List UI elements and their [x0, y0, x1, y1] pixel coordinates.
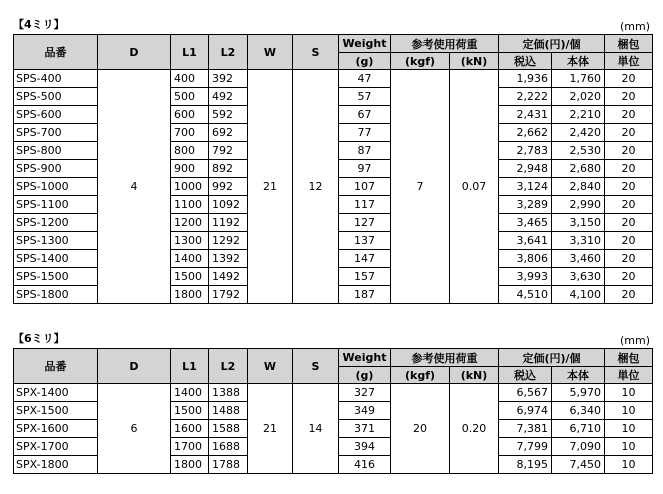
header-load: 参考使用荷重	[391, 349, 499, 367]
header-weight: Weight	[339, 35, 391, 53]
cell-weight: 87	[339, 142, 391, 160]
cell-l2: 1792	[209, 286, 248, 304]
cell-weight: 147	[339, 250, 391, 268]
unit-label: (mm)	[619, 20, 650, 33]
cell-code: SPX-1800	[14, 456, 98, 474]
cell-d: 4	[98, 70, 171, 304]
header-pack: 梱包	[605, 35, 653, 53]
cell-l1: 1500	[171, 268, 209, 286]
cell-price-base: 3,460	[552, 250, 605, 268]
cell-l1: 1200	[171, 214, 209, 232]
cell-price-tax: 1,936	[499, 70, 552, 88]
cell-pack: 20	[605, 70, 653, 88]
cell-l2: 1488	[209, 402, 248, 420]
cell-code: SPS-1000	[14, 178, 98, 196]
table-row	[14, 384, 653, 402]
cell-l2: 1392	[209, 250, 248, 268]
cell-code: SPS-1800	[14, 286, 98, 304]
cell-weight: 107	[339, 178, 391, 196]
cell-price-tax: 2,662	[499, 124, 552, 142]
cell-l2: 1388	[209, 384, 248, 402]
header-price-tax: 税込	[499, 367, 552, 384]
cell-pack: 20	[605, 250, 653, 268]
header-pack-unit: 単位	[605, 53, 653, 70]
header-w: W	[248, 349, 293, 384]
cell-l1: 1400	[171, 384, 209, 402]
cell-load-kn: 0.20	[450, 384, 499, 474]
cell-price-base: 2,840	[552, 178, 605, 196]
cell-weight: 371	[339, 420, 391, 438]
header-code: 品番	[14, 349, 98, 384]
cell-l1: 900	[171, 160, 209, 178]
cell-l1: 1300	[171, 232, 209, 250]
unit-label: (mm)	[619, 334, 650, 347]
header-load-kgf: (kgf)	[391, 53, 450, 70]
cell-price-tax: 2,783	[499, 142, 552, 160]
cell-price-tax: 6,567	[499, 384, 552, 402]
cell-weight: 77	[339, 124, 391, 142]
cell-pack: 20	[605, 106, 653, 124]
cell-l2: 1492	[209, 268, 248, 286]
cell-l1: 500	[171, 88, 209, 106]
header-w: W	[248, 35, 293, 70]
cell-pack: 10	[605, 384, 653, 402]
cell-l2: 992	[209, 178, 248, 196]
cell-pack: 10	[605, 438, 653, 456]
cell-load-kgf: 20	[391, 384, 450, 474]
cell-l2: 792	[209, 142, 248, 160]
cell-price-tax: 3,289	[499, 196, 552, 214]
cell-weight: 57	[339, 88, 391, 106]
cell-l1: 800	[171, 142, 209, 160]
cell-code: SPS-600	[14, 106, 98, 124]
cell-pack: 20	[605, 124, 653, 142]
spec-table	[13, 34, 653, 304]
header-price-tax: 税込	[499, 53, 552, 70]
header-price-base: 本体	[552, 367, 605, 384]
cell-code: SPS-800	[14, 142, 98, 160]
cell-l2: 392	[209, 70, 248, 88]
cell-price-tax: 3,993	[499, 268, 552, 286]
cell-l1: 400	[171, 70, 209, 88]
cell-s: 12	[293, 70, 339, 304]
cell-price-base: 1,760	[552, 70, 605, 88]
cell-l2: 492	[209, 88, 248, 106]
header-pack-unit: 単位	[605, 367, 653, 384]
cell-weight: 349	[339, 402, 391, 420]
cell-code: SPX-1600	[14, 420, 98, 438]
cell-l1: 1700	[171, 438, 209, 456]
cell-l2: 1092	[209, 196, 248, 214]
cell-price-base: 2,420	[552, 124, 605, 142]
cell-l1: 1100	[171, 196, 209, 214]
cell-w: 21	[248, 70, 293, 304]
cell-weight: 127	[339, 214, 391, 232]
header-l1: L1	[171, 349, 209, 384]
cell-weight: 157	[339, 268, 391, 286]
spec-table	[13, 348, 653, 474]
cell-l2: 1588	[209, 420, 248, 438]
cell-price-base: 2,020	[552, 88, 605, 106]
cell-price-base: 6,340	[552, 402, 605, 420]
cell-weight: 394	[339, 438, 391, 456]
cell-pack: 20	[605, 178, 653, 196]
cell-pack: 10	[605, 420, 653, 438]
cell-code: SPS-1300	[14, 232, 98, 250]
section-title: 【4ミリ】	[13, 18, 65, 31]
cell-weight: 137	[339, 232, 391, 250]
header-price-base: 本体	[552, 53, 605, 70]
header-l1: L1	[171, 35, 209, 70]
cell-l1: 1500	[171, 402, 209, 420]
header-load-kgf: (kgf)	[391, 367, 450, 384]
cell-code: SPS-1500	[14, 268, 98, 286]
header-s: S	[293, 35, 339, 70]
cell-price-base: 3,150	[552, 214, 605, 232]
cell-pack: 20	[605, 160, 653, 178]
header-code: 品番	[14, 35, 98, 70]
header-l2: L2	[209, 35, 248, 70]
cell-price-base: 3,310	[552, 232, 605, 250]
cell-weight: 327	[339, 384, 391, 402]
cell-price-tax: 2,222	[499, 88, 552, 106]
cell-code: SPS-700	[14, 124, 98, 142]
cell-l2: 1292	[209, 232, 248, 250]
cell-weight: 117	[339, 196, 391, 214]
cell-load-kgf: 7	[391, 70, 450, 304]
header-load-kn: (kN)	[450, 367, 499, 384]
cell-price-base: 3,630	[552, 268, 605, 286]
cell-weight: 187	[339, 286, 391, 304]
cell-l1: 700	[171, 124, 209, 142]
header-price: 定価(円)/個	[499, 35, 605, 53]
cell-price-base: 5,970	[552, 384, 605, 402]
cell-price-tax: 7,799	[499, 438, 552, 456]
cell-pack: 20	[605, 232, 653, 250]
cell-pack: 20	[605, 286, 653, 304]
cell-l2: 1688	[209, 438, 248, 456]
cell-weight: 416	[339, 456, 391, 474]
cell-weight: 67	[339, 106, 391, 124]
cell-code: SPS-900	[14, 160, 98, 178]
cell-l2: 1788	[209, 456, 248, 474]
cell-pack: 10	[605, 456, 653, 474]
cell-price-tax: 7,381	[499, 420, 552, 438]
cell-weight: 47	[339, 70, 391, 88]
cell-code: SPS-1200	[14, 214, 98, 232]
cell-code: SPX-1700	[14, 438, 98, 456]
cell-price-tax: 6,974	[499, 402, 552, 420]
cell-l2: 892	[209, 160, 248, 178]
header-pack: 梱包	[605, 349, 653, 367]
cell-code: SPS-1400	[14, 250, 98, 268]
cell-code: SPS-400	[14, 70, 98, 88]
cell-d: 6	[98, 384, 171, 474]
cell-pack: 10	[605, 402, 653, 420]
cell-price-base: 2,680	[552, 160, 605, 178]
cell-w: 21	[248, 384, 293, 474]
cell-load-kn: 0.07	[450, 70, 499, 304]
table-row	[14, 70, 653, 88]
cell-price-base: 2,210	[552, 106, 605, 124]
section-title: 【6ミリ】	[13, 332, 65, 345]
cell-price-tax: 8,195	[499, 456, 552, 474]
header-weight-unit: (g)	[339, 53, 391, 70]
cell-weight: 97	[339, 160, 391, 178]
header-load: 参考使用荷重	[391, 35, 499, 53]
header-d: D	[98, 35, 171, 70]
cell-price-tax: 3,641	[499, 232, 552, 250]
cell-l1: 1600	[171, 420, 209, 438]
header-weight-unit: (g)	[339, 367, 391, 384]
cell-code: SPS-500	[14, 88, 98, 106]
header-l2: L2	[209, 349, 248, 384]
cell-price-tax: 2,431	[499, 106, 552, 124]
cell-l1: 1800	[171, 456, 209, 474]
cell-price-tax: 4,510	[499, 286, 552, 304]
cell-l1: 600	[171, 106, 209, 124]
cell-price-tax: 3,465	[499, 214, 552, 232]
cell-pack: 20	[605, 88, 653, 106]
cell-pack: 20	[605, 196, 653, 214]
header-weight: Weight	[339, 349, 391, 367]
cell-l1: 1400	[171, 250, 209, 268]
header-load-kn: (kN)	[450, 53, 499, 70]
cell-price-tax: 3,806	[499, 250, 552, 268]
cell-l2: 1192	[209, 214, 248, 232]
cell-price-base: 2,990	[552, 196, 605, 214]
header-price: 定価(円)/個	[499, 349, 605, 367]
cell-l2: 592	[209, 106, 248, 124]
header-d: D	[98, 349, 171, 384]
cell-code: SPS-1100	[14, 196, 98, 214]
cell-price-base: 2,530	[552, 142, 605, 160]
cell-l1: 1800	[171, 286, 209, 304]
cell-code: SPX-1400	[14, 384, 98, 402]
cell-l2: 692	[209, 124, 248, 142]
cell-l1: 1000	[171, 178, 209, 196]
cell-price-base: 7,450	[552, 456, 605, 474]
cell-pack: 20	[605, 142, 653, 160]
cell-price-base: 7,090	[552, 438, 605, 456]
cell-code: SPX-1500	[14, 402, 98, 420]
cell-s: 14	[293, 384, 339, 474]
cell-price-base: 6,710	[552, 420, 605, 438]
cell-pack: 20	[605, 268, 653, 286]
cell-price-base: 4,100	[552, 286, 605, 304]
header-s: S	[293, 349, 339, 384]
cell-price-tax: 2,948	[499, 160, 552, 178]
cell-pack: 20	[605, 214, 653, 232]
cell-price-tax: 3,124	[499, 178, 552, 196]
